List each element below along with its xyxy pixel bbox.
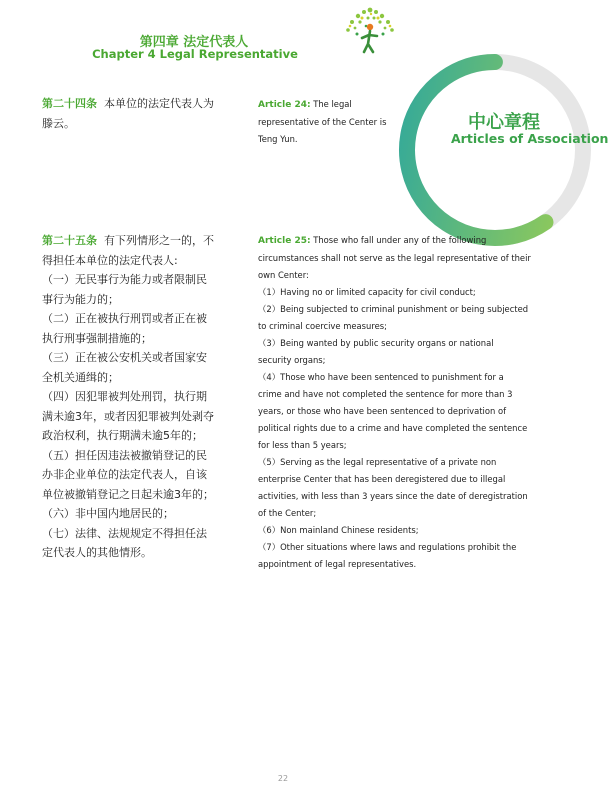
text-line: （七）法律、法规规定不得担任法 [42, 526, 207, 540]
article-label: Article 24: [258, 100, 311, 110]
text-line: own Center: [258, 270, 309, 280]
text-line: Those who fall under any of the following [310, 235, 487, 245]
text-line: 满未逾3年，或者因犯罪被判处剥夺 [42, 409, 214, 423]
text-line: 滕云。 [42, 116, 75, 130]
text-line: for less than 5 years; [258, 440, 347, 450]
text-line: （6）Non mainland Chinese residents; [258, 525, 419, 535]
text-line: 全机关通缉的； [42, 370, 119, 384]
text-line: years, or those who have been sentenced to deprivation of [258, 406, 507, 416]
text-line: 政治权利，执行期满未逾5年的； [42, 429, 203, 442]
article-label: 第二十五条 [42, 234, 97, 247]
text-line: （2）Being subjected to criminal punishment or being subjected [258, 304, 529, 314]
text-line: （4）Those who have been sentenced to punishment for a [258, 372, 504, 382]
text-line: （三）正在被公安机关或者国家安 [42, 351, 207, 364]
text-line: （7）Other situations where laws and regulations prohibit the [258, 542, 517, 552]
text-line: 单位被撤销登记之日起未逾3年的； [42, 487, 214, 501]
text-line: appointment of legal representatives. [258, 559, 417, 569]
article-label: Article 25: [258, 236, 311, 246]
text-line: The legal [310, 99, 352, 109]
badge-title-en: Articles of Association [451, 131, 608, 146]
page-number: 22 [277, 774, 289, 783]
text-line: Teng Yun. [258, 134, 298, 144]
text-line: political rights due to a crime and have completed the sentence [258, 423, 528, 433]
text-line: 事行为能力的； [42, 292, 119, 306]
text-line: 办非企业单位的法定代表人，自该 [42, 468, 207, 481]
decorative-ring [395, 50, 595, 250]
text-line: （5）Serving as the legal representative of a private non [258, 457, 497, 467]
article-label: 第二十四条 [42, 97, 97, 110]
chapter-title-en: Chapter 4 Legal Representative [92, 47, 298, 61]
text-line: （一）无民事行为能力或者限制民 [42, 273, 207, 286]
text-line: circumstances shall not serve as the legal representative of their [258, 253, 531, 263]
text-line: （3）Being wanted by public security organs or national [258, 338, 494, 348]
text-line: （四）因犯罪被判处刑罚，执行期 [42, 390, 207, 403]
text-line: crime and have not completed the sentence for more than 3 [258, 389, 513, 399]
article-24-en [258, 96, 398, 148]
chapter-title-cn: 第四章 法定代表人 [139, 35, 249, 50]
text-line: 有下列情形之一的，不 [104, 234, 214, 247]
text-line: （六）非中国内地居民的； [42, 507, 174, 520]
article-25-cn [42, 231, 217, 563]
text-line: enterprise Center that has been deregistered due to illegal [258, 474, 506, 484]
text-line: （二）正在被执行刑罚或者正在被 [42, 312, 207, 325]
article-25-en [258, 232, 548, 573]
text-line: to criminal coercive measures; [258, 321, 387, 331]
article-24-cn [42, 94, 217, 133]
text-line: of the Center; [258, 508, 317, 518]
text-line: （1）Having no or limited capacity for civil conduct; [258, 287, 476, 297]
text-line: activities, with less than 3 years since the date of deregistration [258, 491, 528, 501]
text-line: security organs; [258, 355, 326, 365]
badge-title-cn: 中心章程 [468, 112, 540, 133]
tree-logo-icon [338, 6, 400, 58]
text-line: （五）担任因违法被撤销登记的民 [42, 448, 207, 462]
text-line: 定代表人的其他情形。 [42, 546, 152, 559]
text-line: representative of the Center is [258, 117, 387, 127]
text-line: 得担任本单位的法定代表人: [42, 253, 178, 267]
text-line: 执行刑事强制措施的； [42, 331, 152, 345]
text-line: 本单位的法定代表人为 [104, 97, 214, 110]
